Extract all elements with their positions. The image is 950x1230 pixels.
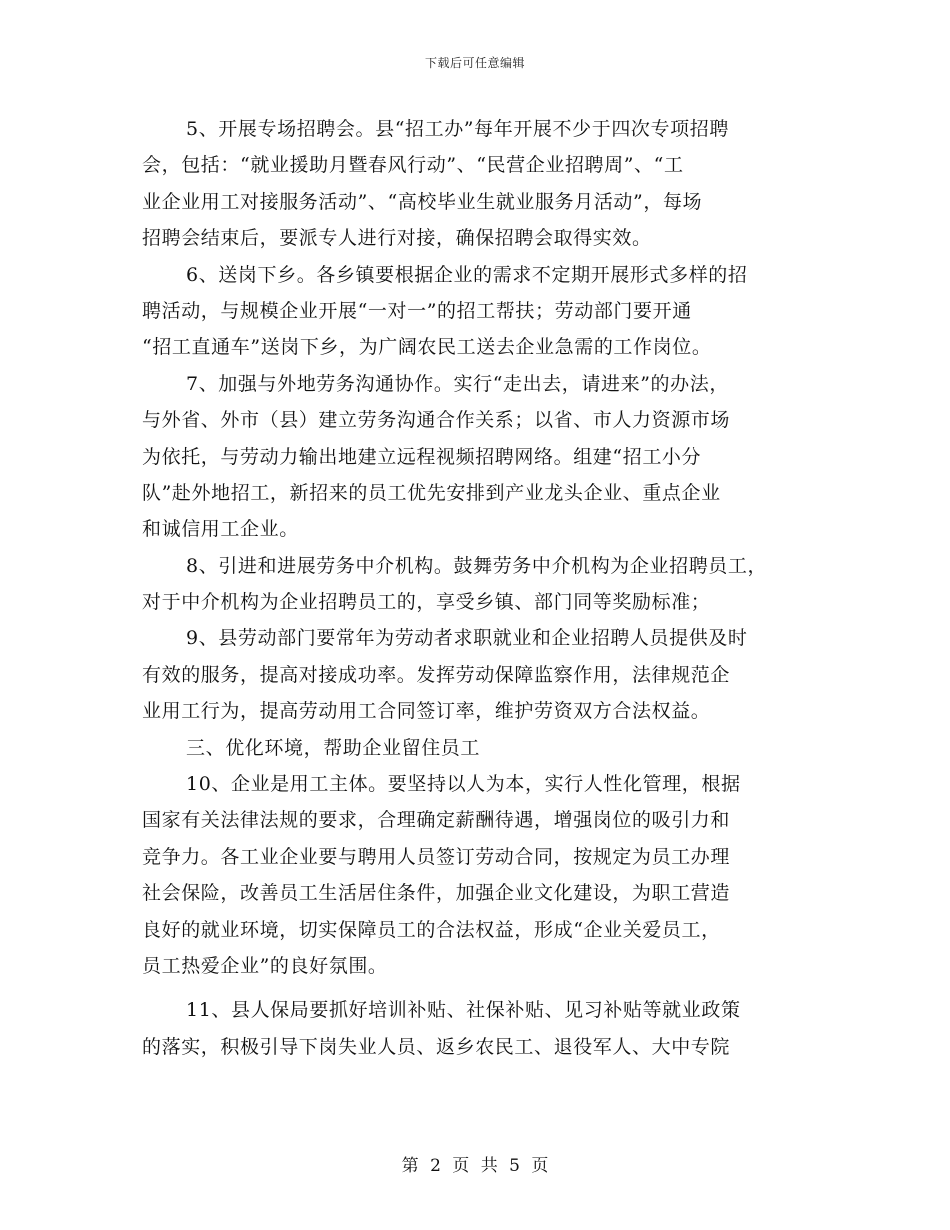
paragraph-line: 为依托，与劳动力输出地建立远程视频招聘网络。组建“招工小分 [142,445,702,468]
paragraph-line: 9、县劳动部门要常年为劳动者求职就业和企业招聘人员提供及时 [186,627,748,650]
paragraph-line: 10、企业是用工主体。要坚持以人为本，实行人性化管理，根据 [186,773,741,796]
section-heading: 三、优化环境，帮助企业留住员工 [186,736,481,759]
page-header: 下载后可任意编辑 [424,56,525,70]
paragraph-line: 业企业用工对接服务活动”、“高校毕业生就业服务月活动”，每场 [142,190,703,213]
paragraph-line: 会，包括：“就业援助月暨春风行动”、“民营企业招聘周”、“工 [142,154,684,177]
paragraph-line: 6、送岗下乡。各乡镇要根据企业的需求不定期开展形式多样的招 [186,263,748,286]
paragraph-line: 对于中介机构为企业招聘员工的，享受乡镇、部门同等奖励标准； [142,591,711,614]
paragraph-line: 11、县人保局要抓好培训补贴、社保补贴、见习补贴等就业政策 [186,999,741,1022]
document-body [142,111,822,1065]
paragraph-line: 和诚信用工企业。 [142,518,299,541]
paragraph-line: 良好的就业环境，切实保障员工的合法权益，形成“企业关爱员工， [142,918,721,941]
paragraph-line: 业用工行为，提高劳动用工合同签订率，维护劳资双方合法权益。 [142,700,711,723]
paragraph-line: 8、引进和进展劳务中介机构。鼓舞劳务中介机构为企业招聘员工， [186,554,768,577]
paragraph-line: 7、加强与外地劳务沟通协作。实行“走出去，请进来”的办法， [186,372,729,395]
paragraph-line: 招聘会结束后，要派专人进行对接，确保招聘会取得实效。 [142,227,652,250]
paragraph-line: “招工直通车”送岗下乡，为广阔农民工送去企业急需的工作岗位。 [142,336,712,359]
paragraph-line: 社会保险，改善员工生活居住条件，加强企业文化建设，为职工营造 [142,882,731,905]
paragraph-line: 队”赴外地招工，新招来的员工优先安排到产业龙头企业、重点企业 [142,481,721,504]
paragraph-line: 聘活动，与规模企业开展“一对一”的招工帮扶；劳动部门要开通 [142,299,692,322]
paragraph-line: 员工热爱企业”的良好氛围。 [142,954,388,977]
paragraph-line: 的落实，积极引导下岗失业人员、返乡农民工、退役军人、大中专院 [142,1035,731,1058]
page-number-footer: 第 2 页 共 5 页 [401,1156,549,1176]
paragraph-line: 有效的服务，提高对接成功率。发挥劳动保障监察作用，法律规范企 [142,663,731,686]
paragraph-line: 5、开展专场招聘会。县“招工办”每年开展不少于四次专项招聘 [186,118,729,140]
paragraph-line: 竞争力。各工业企业要与聘用人员签订劳动合同，按规定为员工办理 [142,845,731,868]
paragraph-line: 国家有关法律法规的要求，合理确定薪酬待遇，增强岗位的吸引力和 [142,809,731,832]
paragraph-line: 与外省、外市（县）建立劳务沟通合作关系；以省、市人力资源市场 [142,409,731,432]
